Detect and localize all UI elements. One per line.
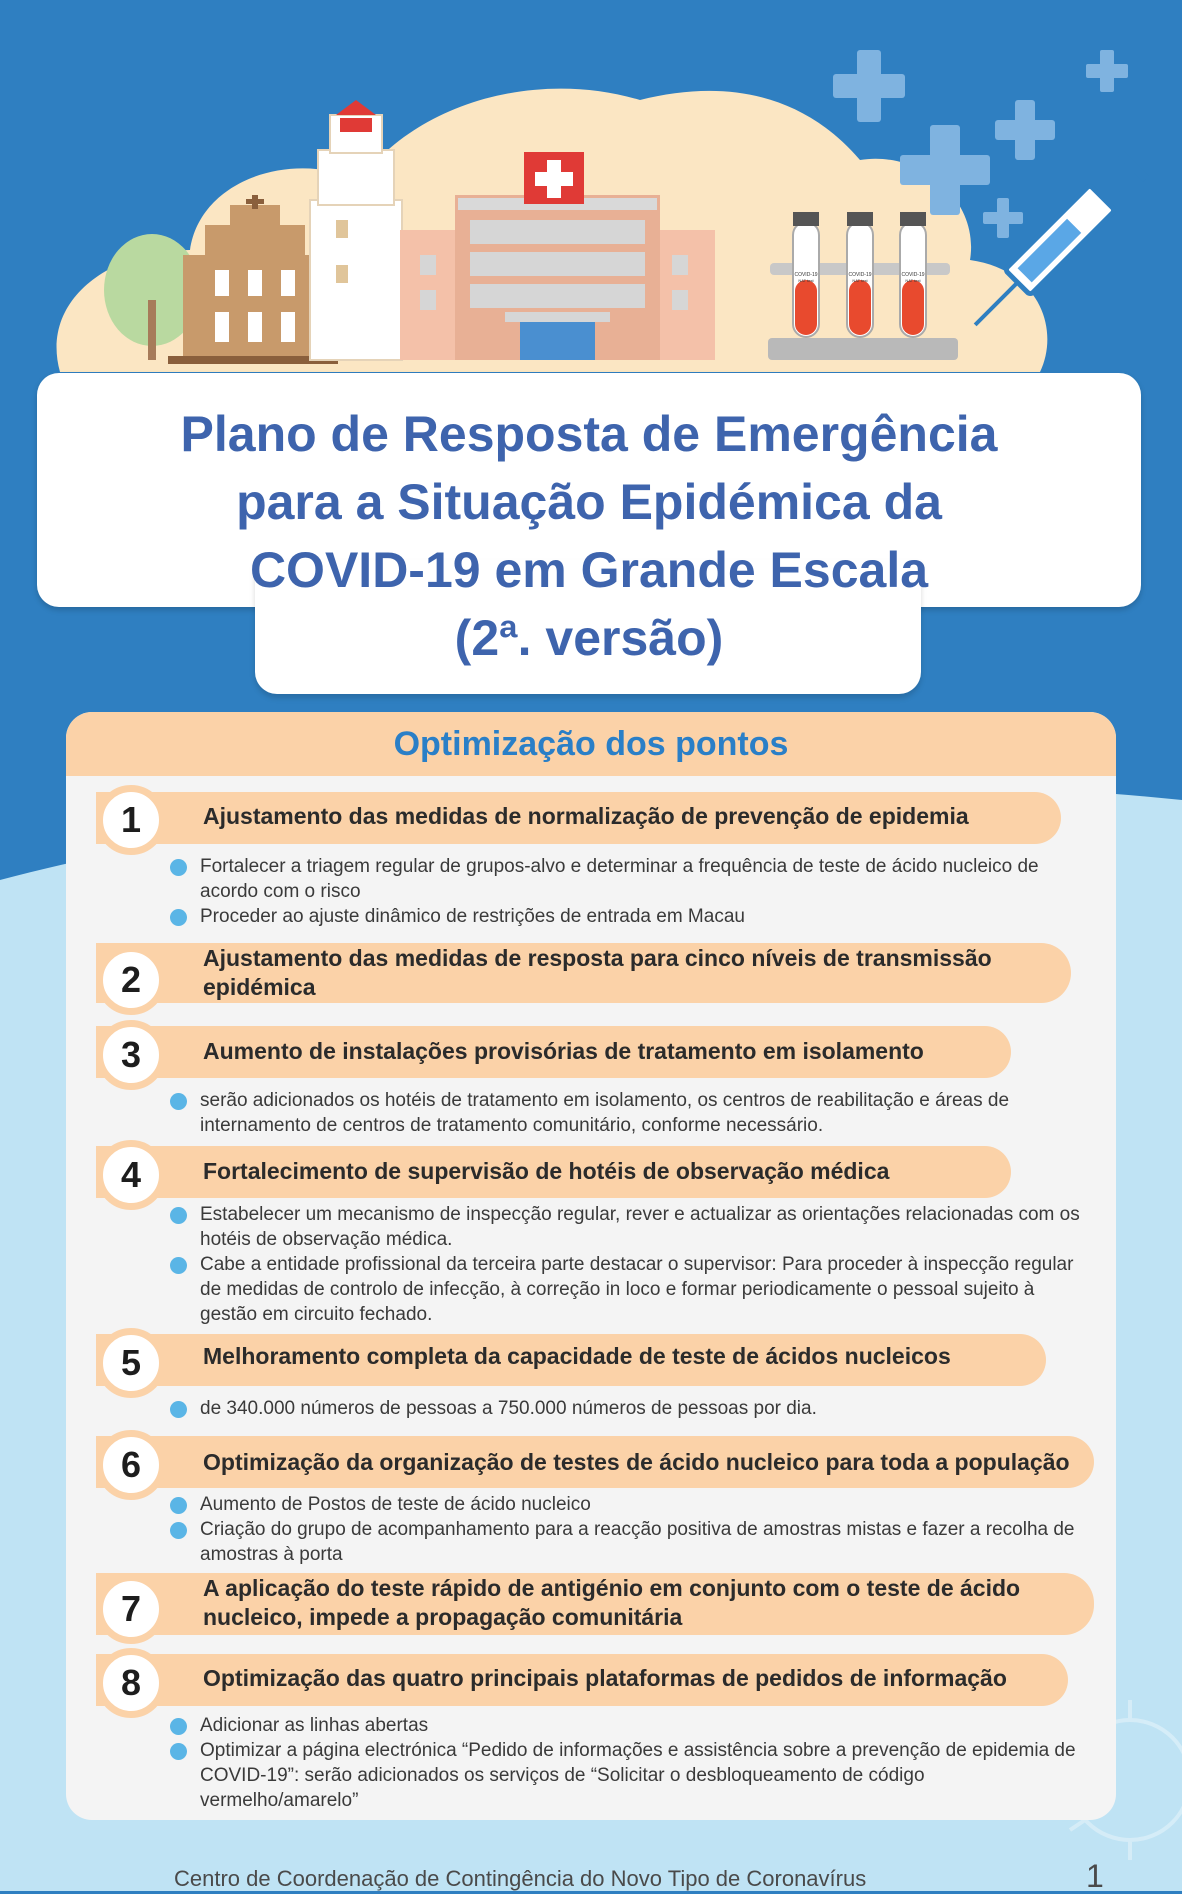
list-item: Proceder ao ajuste dinâmico de restrições de entrada em Macau [200, 904, 1080, 929]
list-item: Estabelecer um mecanismo de inspecção regular, rever e actualizar as orientações relacionadas com os hotéis de observação médica. [200, 1204, 1080, 1250]
section-number: 3 [96, 1020, 166, 1090]
bullet-list [200, 1713, 1080, 1813]
title-line-2: para a Situação Epidémica da [236, 474, 942, 530]
page-number: 1 [1086, 1858, 1104, 1894]
bullet-list [200, 1202, 1080, 1327]
test-tube-sub: NAT test [852, 278, 868, 283]
bullet-list [200, 1492, 1080, 1567]
section-title: A aplicação do teste rápido de antigénio em conjunto com o teste de ácido nucleico, impede a propagação comunitária [203, 1575, 1021, 1630]
title-line-3: COVID-19 em Grande Escala [249, 542, 929, 598]
syringe-icon [962, 151, 1149, 338]
section-title: Aumento de instalações provisórias de tratamento em isolamento [203, 1038, 924, 1064]
title-line-1: Plano de Resposta de Emergência [180, 406, 998, 462]
section-title: Ajustamento das medidas de resposta para cinco níveis de transmissão epidémica [203, 945, 992, 1000]
test-tube-sub: NAT test [798, 278, 814, 283]
section-number: 1 [96, 785, 166, 855]
section-number: 7 [96, 1574, 166, 1644]
list-item: Fortalecer a triagem regular de grupos-alvo e determinar a frequência de teste de ácido nucleico de acordo com o risco [200, 854, 1080, 904]
section-title: Optimização das quatro principais plataformas de pedidos de informação [203, 1665, 1007, 1691]
page-title [37, 400, 1141, 672]
section-title: Optimização da organização de testes de ácido nucleico para toda a população [203, 1449, 1070, 1475]
list-item: de 340.000 números de pessoas a 750.000 números de pessoas por dia. [200, 1396, 1080, 1421]
section-number: 5 [96, 1328, 166, 1398]
section-number: 4 [96, 1140, 166, 1210]
section-number: 6 [96, 1430, 166, 1500]
title-line-4: (2ª. versão) [454, 610, 724, 666]
list-item: Optimizar a página electrónica “Pedido de informações e assistência sobre a prevenção de epidemia de COVID-19”: serão adicionados os serviços de “Solicitar o desbloqueamento de código vermelho/amarelo” [200, 1738, 1080, 1813]
section-number: 8 [96, 1648, 166, 1718]
section-title: Fortalecimento de supervisão de hotéis de observação médica [203, 1158, 890, 1184]
list-item: Criação do grupo de acompanhamento para a reacção positiva de amostras mistas e fazer a recolha de amostras à porta [200, 1517, 1080, 1567]
header-illustration [0, 0, 1182, 400]
section-number: 2 [96, 945, 166, 1015]
list-item: Cabe a entidade profissional da terceira parte destacar o supervisor: Para proceder à inspecção regular de medidas de controlo de infecção, à correção in loco e formar periodicamente o pessoal sujeito à gestão em circuito fechado. [200, 1252, 1080, 1327]
list-item: Adicionar as linhas abertas [200, 1713, 1080, 1738]
panel-heading: Optimização dos pontos [66, 712, 1116, 776]
test-tube-label: COVID-19 [901, 272, 925, 278]
list-item: Aumento de Postos de teste de ácido nucleico [200, 1492, 1080, 1517]
section-title: Ajustamento das medidas de normalização de prevenção de epidemia [203, 803, 969, 829]
test-tube-sub: NAT test [905, 278, 921, 283]
footer-organization: Centro de Coordenação de Contingência do Novo Tipo de Coronavírus [174, 1866, 867, 1891]
section-title: Melhoramento completa da capacidade de teste de ácidos nucleicos [203, 1343, 951, 1369]
bullet-list [200, 1396, 1080, 1421]
lighthouse-icon [310, 100, 402, 360]
test-tube-label: COVID-19 [848, 272, 872, 278]
list-item: serão adicionados os hotéis de tratamento em isolamento, os centros de reabilitação e áreas de internamento de centros de tratamento comunitário, conforme necessário. [200, 1088, 1080, 1138]
bullet-list [200, 854, 1080, 929]
bullet-list [200, 1088, 1080, 1138]
test-tube-label: COVID-19 [794, 272, 818, 278]
